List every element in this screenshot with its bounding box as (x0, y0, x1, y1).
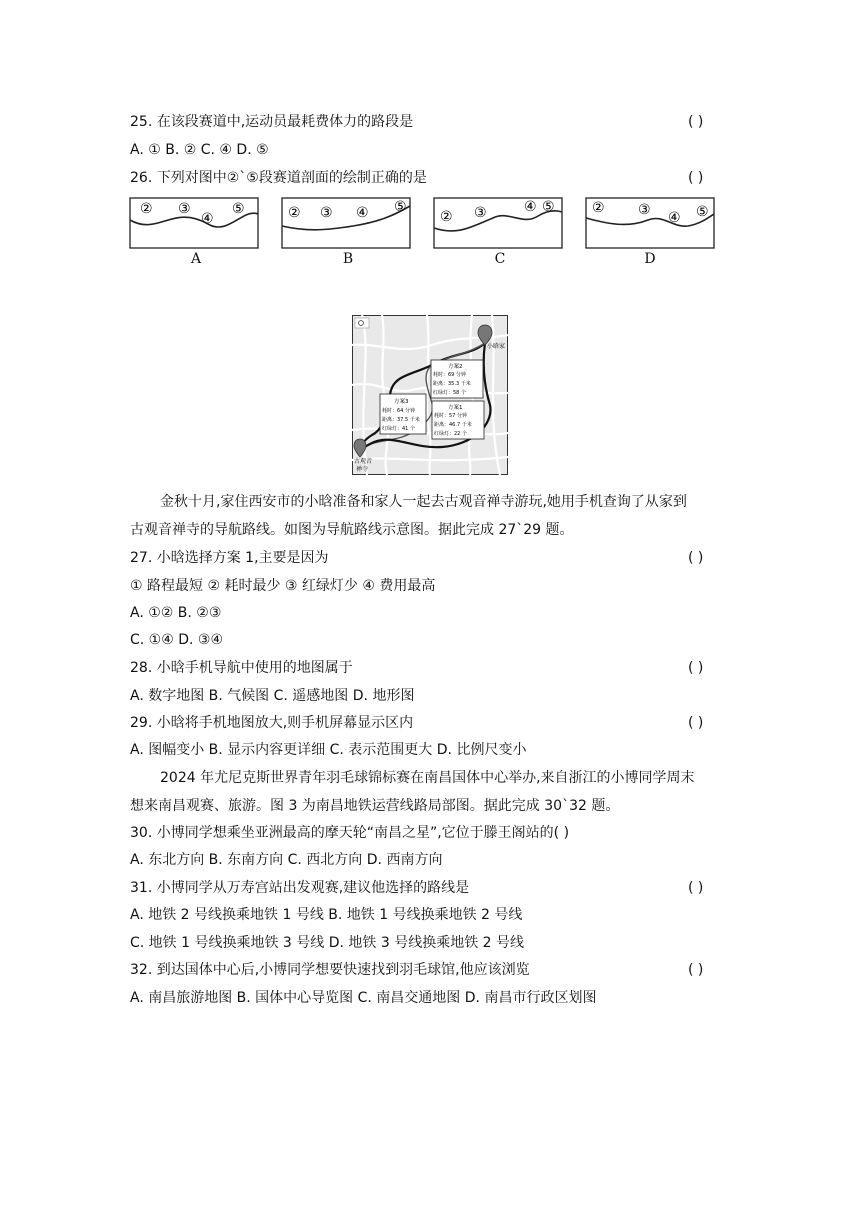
profile-d-mark-3: ③ (638, 202, 651, 218)
q26-answer-paren: ( ) (688, 170, 704, 186)
profile-figures (128, 196, 728, 270)
profile-label-b: B (342, 251, 354, 267)
plan1-time: 耗时：57 分钟 (434, 413, 467, 419)
plan3-time: 耗时：64 分钟 (382, 408, 415, 414)
plan2-time: 耗时：69 分钟 (433, 372, 466, 378)
plan2-info-box (431, 360, 483, 398)
q32-stem: 32. 到达国体中心后,小博同学想要快速找到羽毛球馆,他应该浏览 (130, 962, 530, 978)
plan2-title: 方案2 (448, 364, 463, 370)
profile-c-mark-4: ④ (524, 199, 537, 215)
profile-a-mark-4: ④ (201, 211, 214, 227)
q30-stem: 30. 小博同学想乘坐亚洲最高的摩天轮“南昌之星”,它位于滕王阁站的( ) (130, 825, 570, 841)
profile-d-mark-4: ④ (668, 210, 681, 226)
map-home-label: 小晗家 (487, 343, 506, 350)
q25-options: A. ① B. ② C. ④ D. ⑤ (130, 142, 269, 158)
plan1-distance: 距离：46.7 千米 (434, 422, 472, 428)
profile-a-mark-2: ② (140, 201, 153, 217)
profile-b-mark-5: ⑤ (394, 199, 407, 215)
plan3-title: 方案3 (394, 399, 409, 405)
q27-options-row2: C. ①④ D. ③④ (130, 632, 224, 648)
profile-label-c: C (494, 251, 506, 267)
profile-d-mark-2: ② (592, 200, 605, 216)
plan2-lights: 红绿灯：58 个 (433, 390, 466, 396)
profile-label-d: D (644, 251, 656, 267)
profile-label-a: A (190, 251, 202, 267)
q29-stem: 29. 小晗将手机地图放大,则手机屏幕显示区内 (130, 715, 414, 731)
profile-d-mark-5: ⑤ (696, 204, 709, 220)
profile-c-mark-3: ③ (474, 205, 487, 221)
q26-stem: 26. 下列对图中②`⑤段赛道剖面的绘制正确的是 (130, 170, 427, 186)
profile-a-mark-3: ③ (178, 201, 191, 217)
profile-c-mark-5: ⑤ (542, 199, 555, 215)
q28-answer-paren: ( ) (688, 660, 704, 676)
q27-items: ① 路程最短 ② 耗时最少 ③ 红绿灯少 ④ 费用最高 (130, 578, 436, 594)
passage1-line1: 金秋十月,家住西安市的小晗准备和家人一起去古观音禅寺游玩,她用手机查询了从家到 (160, 494, 687, 510)
q31-options-row1: A. 地铁 2 号线换乘地铁 1 号线 B. 地铁 1 号线换乘地铁 2 号线 (130, 907, 523, 923)
plan3-distance: 距离：37.5 千米 (382, 417, 420, 423)
q31-answer-paren: ( ) (688, 880, 704, 896)
profile-c (434, 198, 562, 248)
plan1-lights: 红绿灯：22 个 (434, 431, 467, 437)
q27-stem: 27. 小晗选择方案 1,主要是因为 (130, 550, 329, 566)
profile-a (130, 198, 258, 248)
passage1-line2: 古观音禅寺的导航路线。如图为导航路线示意图。据此完成 27`29 题。 (130, 522, 574, 538)
passage2-line1: 2024 年尤尼克斯世界青年羽毛球锦标赛在南昌国体中心举办,来自浙江的小博同学周末 (160, 770, 695, 786)
map-zoom-control (355, 318, 369, 328)
map-temple-label-1: 古观音 (354, 458, 373, 465)
profile-c-mark-2: ② (440, 209, 453, 225)
plan2-distance: 距离：35.3 千米 (433, 381, 471, 387)
q29-answer-paren: ( ) (688, 715, 704, 731)
q25-stem: 25. 在该段赛道中,运动员最耗费体力的路段是 (130, 114, 414, 130)
passage2-line2: 想来南昌观赛、旅游。图 3 为南昌地铁运营线路局部图。据此完成 30`32 题。 (130, 798, 620, 814)
q32-options: A. 南昌旅游地图 B. 国体中心导览图 C. 南昌交通地图 D. 南昌市行政区划图 (130, 990, 597, 1006)
plan1-title: 方案1 (448, 405, 463, 411)
q27-options-row1: A. ①② B. ②③ (130, 605, 222, 621)
q29-options: A. 图幅变小 B. 显示内容更详细 C. 表示范围更大 D. 比例尺变小 (130, 742, 527, 758)
q28-stem: 28. 小晗手机导航中使用的地图属于 (130, 660, 353, 676)
map-temple-label-2: 禅寺 (356, 466, 369, 473)
q27-answer-paren: ( ) (688, 550, 704, 566)
q25-answer-paren: ( ) (688, 114, 704, 130)
q32-answer-paren: ( ) (688, 962, 704, 978)
plan3-lights: 红绿灯：41 个 (382, 426, 415, 432)
navigation-route-map (352, 315, 508, 475)
q31-stem: 31. 小博同学从万寿宫站出发观赛,建议他选择的路线是 (130, 880, 470, 896)
profile-b-mark-3: ③ (320, 205, 333, 221)
profile-b-mark-2: ② (288, 205, 301, 221)
q30-options: A. 东北方向 B. 东南方向 C. 西北方向 D. 西南方向 (130, 852, 443, 868)
q28-options: A. 数字地图 B. 气候图 C. 遥感地图 D. 地形图 (130, 688, 415, 704)
plan3-info-box (380, 394, 426, 434)
profile-a-mark-5: ⑤ (232, 201, 245, 217)
plan1-info-box (432, 401, 484, 439)
q31-options-row2: C. 地铁 1 号线换乘地铁 3 号线 D. 地铁 3 号线换乘地铁 2 号线 (130, 935, 525, 951)
profile-b (282, 198, 410, 248)
profile-d (586, 198, 714, 248)
profile-b-mark-4: ④ (356, 205, 369, 221)
